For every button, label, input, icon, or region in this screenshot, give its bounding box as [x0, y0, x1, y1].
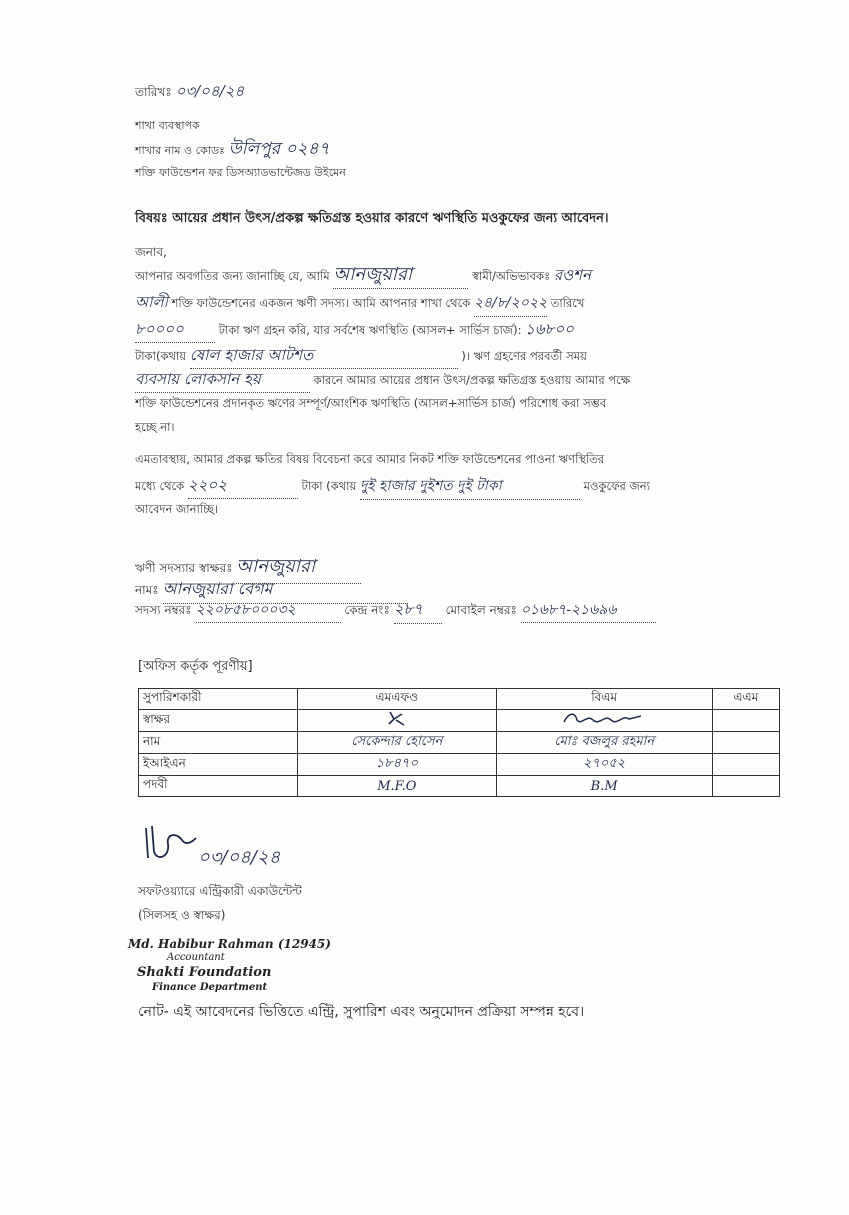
mfo-signature-scribble [382, 710, 412, 728]
salutation: জনাব, [135, 245, 167, 259]
para1-text: তারিখে [550, 296, 585, 310]
para1-line2 [135, 289, 584, 317]
bm-signature-scribble [559, 710, 649, 728]
member-id: ২২০৮৫৮০০০৩২ [196, 598, 341, 623]
bm-signature [496, 710, 712, 732]
para1-line3 [135, 316, 574, 343]
row-label-name: নাম [139, 732, 298, 754]
member-name: আনজুয়ারা বেগম [163, 576, 408, 604]
bm-designation: B.M [496, 776, 712, 797]
mobile-label: মোবাইল নম্বরঃ [445, 603, 517, 617]
mfo-name: সেকেন্দার হোসেন [298, 732, 497, 754]
table-row [139, 776, 780, 797]
para1-text: )। ঋণ গ্রহণের পরবর্তী সময় [461, 349, 587, 363]
office-title: [অফিস কর্তৃক পূরণীয়] [138, 659, 253, 674]
waiver-amount-words: দুই হাজার দুইশত দুই টাকা [360, 473, 580, 500]
header-mfo: এমএফও [298, 689, 497, 710]
stamp-name: Md. Habibur Rahman (12945) [128, 937, 331, 951]
date-line [135, 80, 244, 105]
stamp-title: Accountant [167, 952, 225, 963]
branch-value: উলিপুর ০২৪৭ [228, 139, 330, 159]
center-label: কেন্দ্র নংঃ [344, 603, 390, 617]
para1-text: টাকা ঋণ গ্রহন করি, যার সর্বশেষ ঋণস্থিতি (আসল+ সার্ভিস চার্জ): [218, 323, 522, 337]
mfo-signature [298, 710, 497, 732]
row-label-ein: ইআইএন [139, 754, 298, 776]
applicant-name: আনজুয়ারা [333, 262, 468, 289]
para1-line4 [135, 342, 587, 369]
header-am: এএম [712, 689, 779, 710]
office-table [138, 688, 780, 797]
para2-text: মওকুফের জন্য [583, 479, 650, 493]
accountant-sign-date: ০৩/০৪/২৪ [198, 847, 281, 868]
header-recommender: সুপারিশকারী [139, 689, 298, 710]
member-sig-label: ঋণী সদস্যার স্বাক্ষরঃ [135, 561, 233, 575]
footer-note: নোট- এই আবেদনের ভিত্তিতে এন্ট্রি, সুপারিশ এবং অনুমোদন প্রক্রিয়া সম্পন্ন হবে। [138, 1004, 585, 1020]
header-bm: বিএম [496, 689, 712, 710]
loan-date: ২৪/৮/২০২২ [474, 290, 547, 317]
para1-line6: শক্তি ফাউন্ডেশনের প্রদানকৃত ঋণের সম্পূর্ণ/আংশিক ঋণস্থিতি (আসল+সার্ভিস চার্জ) পরিশোধ করা সম্ভব [135, 396, 607, 410]
office-table-header [139, 689, 780, 710]
stamp-org: Shakti Foundation [137, 965, 272, 980]
subject-line: বিষয়ঃ আয়ের প্রধান উৎস/প্রকল্প ক্ষতিগ্রস্ত হওয়ার কারণে ঋণস্থিতি মওকুফের জন্য আবেদন। [135, 211, 609, 226]
date-label: তারিখঃ [135, 85, 172, 99]
table-row [139, 710, 780, 732]
am-name [712, 732, 779, 754]
recipient-line1: শাখা ব্যবস্থাপক [135, 119, 200, 132]
row-label-designation: পদবী [139, 776, 298, 797]
center-number: ২৮৭ [394, 598, 442, 624]
para2-line1: এমতাবস্থায়, আমার প্রকল্প ক্ষতির বিষয় বিবেচনা করে আমার নিকট শক্তি ফাউন্ডেশনের পাওনা ঋণস্থিতির [135, 452, 605, 466]
para1-line7: হচ্ছে না। [135, 420, 175, 434]
am-designation [712, 776, 779, 797]
para1-text: শক্তি ফাউন্ডেশনের একজন ঋণী সদস্য। আমি আপনার শাখা থেকে [171, 296, 471, 310]
member-name-label: নামঃ [135, 583, 159, 597]
date-value: ০৩/০৪/২৪ [175, 82, 245, 100]
am-ein [712, 754, 779, 776]
para2-line3: আবেদন জানাচ্ছি। [135, 502, 219, 516]
row-label-signature: স্বাক্ষর [139, 710, 298, 732]
branch-label: শাখার নাম ও কোডঃ [135, 144, 225, 157]
balance-words: ষোল হাজার আটশত [190, 342, 458, 369]
guardian-name-2: আলী [135, 293, 168, 311]
recipient-org: শক্তি ফাউন্ডেশন ফর ডিসঅ্যাডভান্টেজড উইমেন [135, 166, 346, 179]
stamp-dept: Finance Department [152, 982, 268, 993]
para1-text: কারনে আমার আয়ের প্রধান উৎস/প্রকল্প ক্ষতিগ্রস্ত হওয়ায় আমার পক্ষে [313, 373, 631, 387]
table-row [139, 732, 780, 754]
mobile-number: ০১৬৮৭-২১৬৯৬ [521, 598, 656, 623]
member-id-line [135, 598, 656, 624]
table-row [139, 754, 780, 776]
para1-line5 [135, 366, 630, 393]
bm-ein: ২৭০৫২ [496, 754, 712, 776]
accountant-seal-note: (সিলসহ ও স্বাক্ষর) [138, 908, 226, 922]
guardian-name: রওশন [553, 266, 591, 284]
loan-balance: ১৬৮০০ [525, 320, 574, 338]
para2-text: মধ্যে থেকে [135, 479, 185, 493]
member-signature: আনজুয়ারা [236, 552, 361, 584]
para2-text: টাকা (কথায় [301, 479, 357, 493]
waiver-amount: ২২০২ [188, 472, 298, 499]
accountant-role: সফটওয়্যারে এন্ট্রিকারী একাউন্টেন্ট [138, 884, 302, 898]
accountant-signature-scribble [140, 822, 200, 866]
am-signature [712, 710, 779, 732]
para1-text: আপনার অবগতির জন্য জানাচ্ছি যে, আমি [135, 269, 330, 283]
mfo-designation: M.F.O [298, 776, 497, 797]
mfo-ein: ১৮৪৭০ [298, 754, 497, 776]
para1-line1 [135, 262, 591, 289]
para1-text: স্বামী/অভিভাবকঃ [472, 269, 551, 283]
loan-amount: ৮০০০০ [135, 316, 215, 343]
member-id-label: সদস্য নম্বরঃ [135, 603, 192, 617]
loss-reason: ব্যবসায় লোকসান হয় [135, 366, 310, 393]
para1-text: টাকা(কথায় [135, 349, 187, 363]
bm-name: মোঃ বজলুর রহমান [496, 732, 712, 754]
branch-line [135, 136, 330, 164]
